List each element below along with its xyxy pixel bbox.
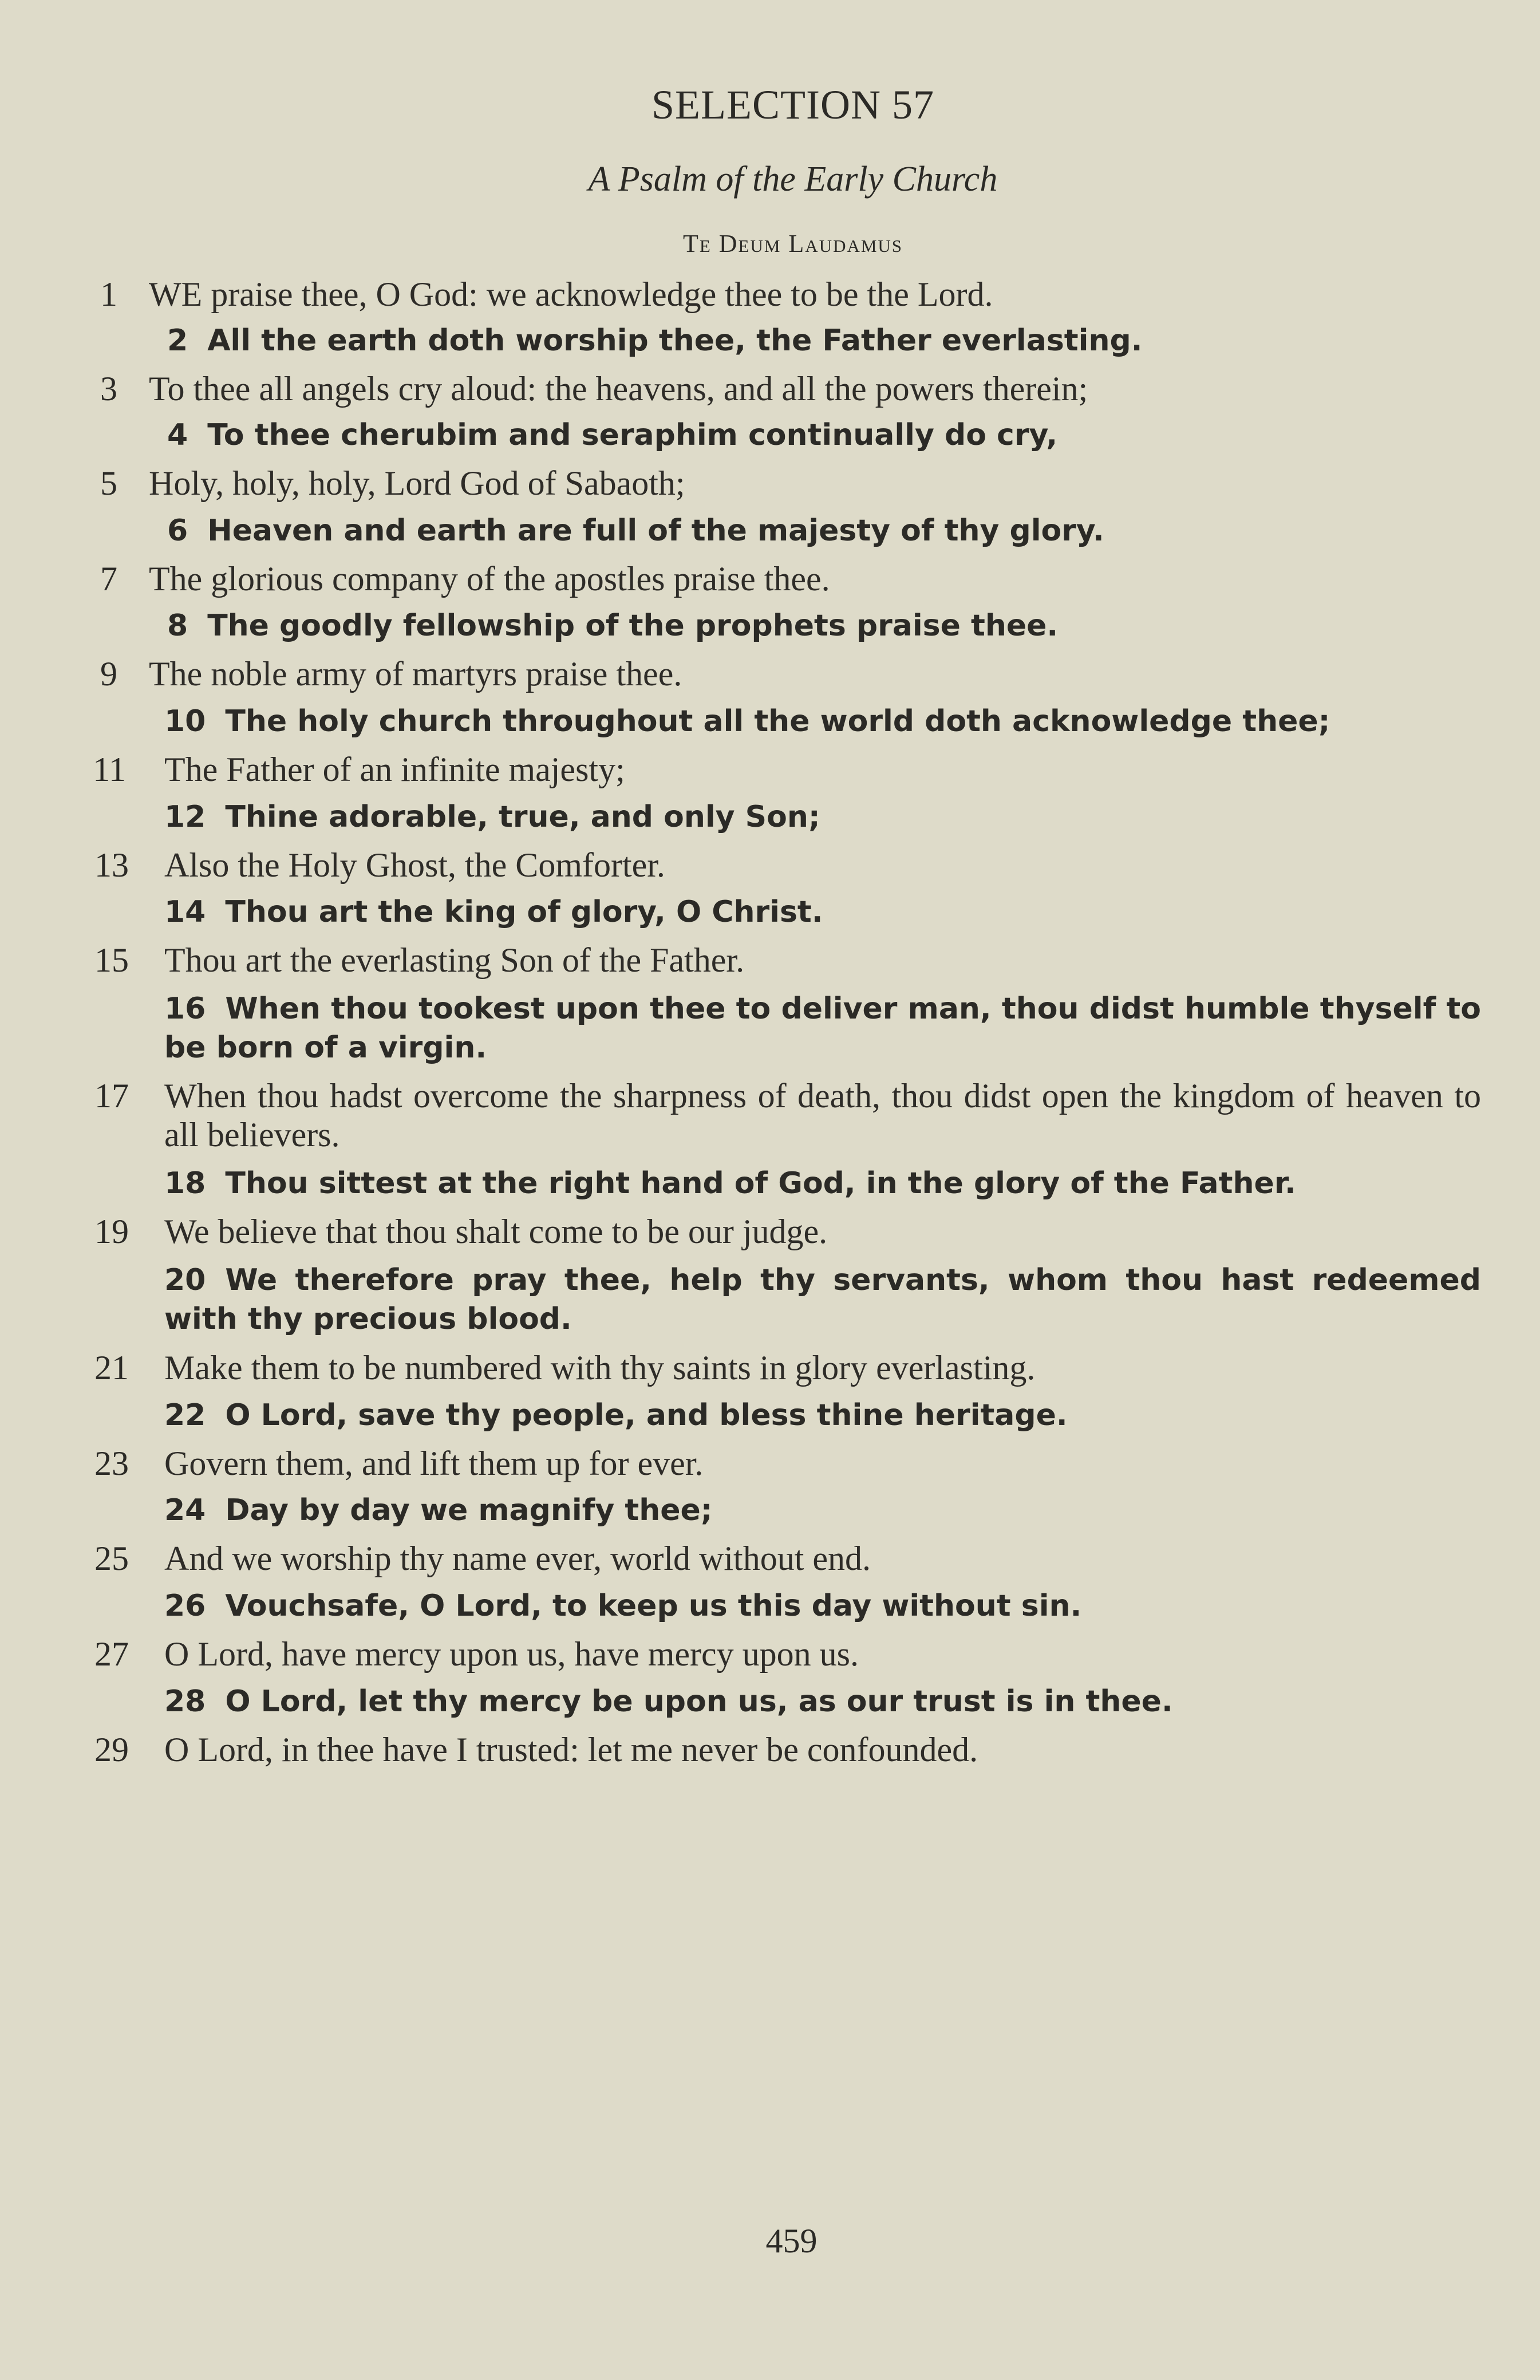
verse-number: 10: [164, 704, 206, 739]
verse-text: When thou hadst overcome the sharpness of death, thou didst open the kingdom of heaven to all believers.: [164, 1077, 1481, 1154]
verse-number: 19: [94, 1213, 129, 1250]
verse-number: 22: [164, 1398, 206, 1432]
verse-text: And we worship thy name ever, world without end.: [164, 1540, 871, 1577]
verse-number: 8: [167, 609, 188, 643]
verse-text: We therefore pray thee, help thy servants, whom thou hast redeemed with thy precious blood.: [164, 1263, 1481, 1336]
verse-number: 12: [164, 800, 206, 834]
page-number: 459: [765, 2222, 818, 2260]
verse-number: 29: [94, 1731, 129, 1769]
verse-text: O Lord, in thee have I trusted: let me never be confounded.: [164, 1731, 978, 1769]
verse-number: 4: [167, 418, 188, 452]
verse-number: 20: [164, 1263, 206, 1297]
verse-text: Thine adorable, true, and only Son;: [225, 800, 820, 834]
verse-text: We believe that thou shalt come to be our judge.: [164, 1213, 828, 1250]
verse-number: 24: [164, 1493, 206, 1528]
verse-text: The holy church throughout all the world doth acknowledge thee;: [225, 704, 1330, 739]
verse-number: 23: [94, 1444, 129, 1482]
verse-text: Heaven and earth are full of the majesty of thy glory.: [207, 514, 1104, 548]
verse-number: 25: [94, 1540, 129, 1577]
verse-text: Make them to be numbered with thy saints in glory everlasting.: [164, 1349, 1036, 1387]
verse-text: Day by day we magnify thee;: [225, 1493, 713, 1528]
verse-text: WE praise thee, O God: we acknowledge thee to be the Lord.: [149, 275, 993, 313]
verse-text: O Lord, save thy people, and bless thine heritage.: [225, 1398, 1068, 1432]
verse-number: 13: [94, 846, 129, 884]
verse-number: 7: [100, 560, 117, 598]
verse-number: 2: [167, 323, 188, 358]
verse-text: The Father of an infinite majesty;: [164, 751, 625, 788]
verse-text: To thee cherubim and seraphim continually do cry,: [207, 418, 1058, 452]
verse-number: 27: [94, 1635, 129, 1673]
verse-text: O Lord, have mercy upon us, have mercy upon us.: [164, 1635, 859, 1673]
verse-number: 18: [164, 1166, 206, 1201]
verse-number: 3: [100, 370, 117, 408]
verse-text: Thou art the everlasting Son of the Father.: [164, 941, 745, 979]
verse-text: Thou sittest at the right hand of God, in the glory of the Father.: [225, 1166, 1296, 1201]
verse-text: Thou art the king of glory, O Christ.: [225, 895, 823, 929]
verse-number: 6: [167, 514, 188, 548]
psalm-subtitle: A Psalm of the Early Church: [588, 160, 998, 199]
verse-number: 16: [164, 992, 206, 1026]
verse-number: 17: [94, 1077, 129, 1115]
verse-number: 28: [164, 1684, 206, 1719]
verse-text: All the earth doth worship thee, the Father everlasting.: [207, 323, 1143, 358]
verse-number: 11: [93, 751, 126, 788]
verse-text: The goodly fellowship of the prophets praise thee.: [207, 609, 1059, 643]
selection-title: SELECTION 57: [651, 82, 934, 128]
verse-text: Holy, holy, holy, Lord God of Sabaoth;: [149, 464, 685, 502]
verse-number: 26: [164, 1589, 206, 1623]
verse-number: 21: [94, 1349, 129, 1387]
verse-number: 14: [164, 895, 206, 929]
verse-number: 15: [94, 941, 129, 979]
verse-number: 5: [100, 464, 117, 502]
verse-text: O Lord, let thy mercy be upon us, as our trust is in thee.: [225, 1684, 1173, 1719]
verse-number: 1: [100, 275, 117, 313]
verse-text: Also the Holy Ghost, the Comforter.: [164, 846, 665, 884]
verse-text: The glorious company of the apostles praise thee.: [149, 560, 830, 598]
verse-text: To thee all angels cry aloud: the heavens, and all the powers therein;: [149, 370, 1088, 408]
verse-text: Govern them, and lift them up for ever.: [164, 1444, 704, 1482]
verse-text: The noble army of martyrs praise thee.: [149, 655, 682, 693]
latin-caption: Te Deum Laudamus: [682, 230, 903, 258]
verse-text: When thou tookest upon thee to deliver man, thou didst humble thyself to be born of a virgin.: [164, 992, 1481, 1065]
verse-number: 9: [100, 655, 117, 693]
verse-text: Vouchsafe, O Lord, to keep us this day without sin.: [225, 1589, 1082, 1623]
